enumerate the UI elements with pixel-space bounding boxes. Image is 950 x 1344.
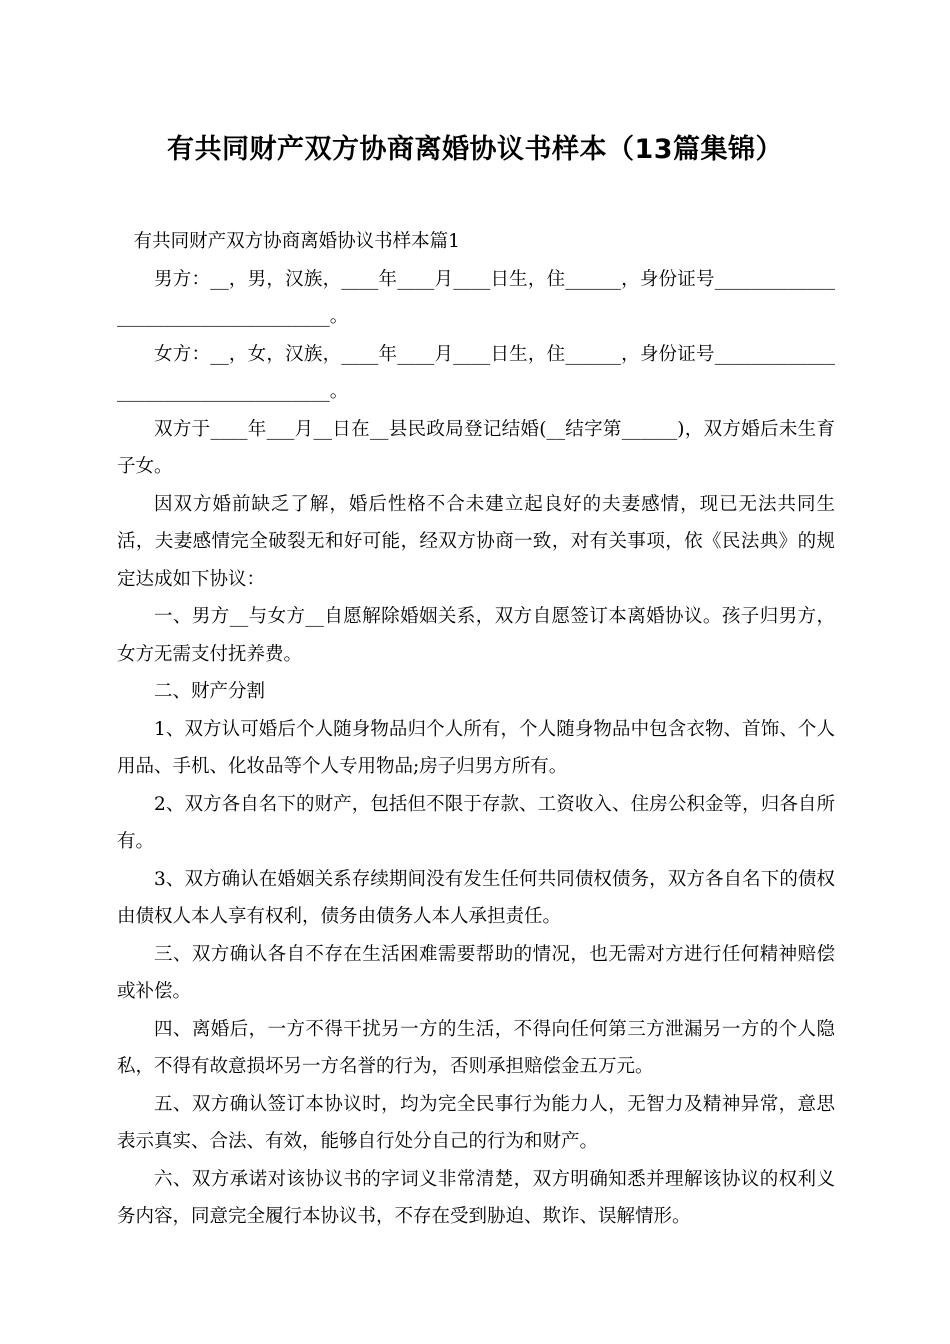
paragraph-clause-2-heading: 二、财产分割 [154, 681, 266, 702]
paragraph-female-party: 女方：__，女，汉族，____年____月____日生，住______，身份证号____________________________________。 [117, 343, 835, 402]
paragraph-clause-6: 六、双方承诺对该协议书的字词义非常清楚，双方明确知悉并理解该协议的权利义务内容，同意完全履行本协议书，不存在受到胁迫、欺诈、误解情形。 [117, 1168, 835, 1227]
paragraph-clause-5: 五、双方确认签订本协议时，均为完全民事行为能力人，无智力及精神异常，意思表示真实、合法、有效，能够自行处分自己的行为和财产。 [117, 1093, 835, 1152]
paragraph-male-party: 男方：__，男，汉族，____年____月____日生，住______，身份证号____________________________________。 [117, 268, 835, 327]
document-body [117, 223, 835, 1236]
paragraph-reason: 因双方婚前缺乏了解，婚后性格不合未建立起良好的夫妻感情，现已无法共同生活，夫妻感情完全破裂无和好可能，经双方协商一致，对有关事项，依《民法典》的规定达成如下协议： [117, 493, 835, 590]
section-heading: 有共同财产双方协商离婚协议书样本篇1 [133, 231, 460, 252]
document-title: 有共同财产双方协商离婚协议书样本（13篇集锦） [166, 134, 784, 165]
paragraph-clause-1: 一、男方__与女方__自愿解除婚姻关系，双方自愿签订本离婚协议。孩子归男方，女方无需支付抚养费。 [117, 606, 835, 665]
paragraph-property-1: 1、双方认可婚后个人随身物品归个人所有，个人随身物品中包含衣物、首饰、个人用品、手机、化妆品等个人专用物品;房子归男方所有。 [117, 718, 835, 777]
paragraph-property-2: 2、双方各自名下的财产，包括但不限于存款、工资收入、住房公积金等，归各自所有。 [117, 793, 835, 852]
paragraph-property-3: 3、双方确认在婚姻关系存续期间没有发生任何共同债权债务，双方各自名下的债权由债权人本人享有权利，债务由债务人本人承担责任。 [117, 868, 835, 927]
paragraph-clause-3: 三、双方确认各自不存在生活困难需要帮助的情况，也无需对方进行任何精神赔偿或补偿。 [117, 943, 835, 1002]
paragraph-marriage-registration: 双方于____年___月__日在__县民政局登记结婚(__结字第______)，双方婚后未生育子女。 [117, 418, 835, 477]
paragraph-clause-4: 四、离婚后，一方不得干扰另一方的生活，不得向任何第三方泄漏另一方的个人隐私，不得有故意损坏另一方名誉的行为，否则承担赔偿金五万元。 [117, 1018, 835, 1077]
